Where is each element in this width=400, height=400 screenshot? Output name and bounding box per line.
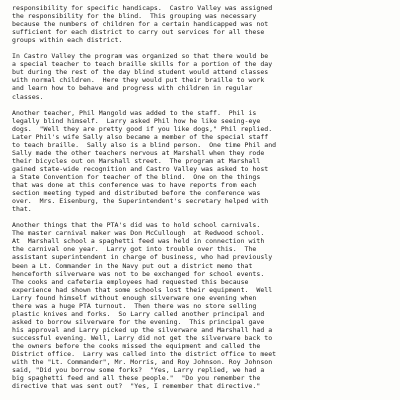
text-line: At Marshall school a spaghetti feed was held in connection with bbox=[12, 237, 265, 246]
paragraph bbox=[12, 109, 390, 214]
text-line: In Castro Valley the program was organized so that there would be bbox=[12, 52, 269, 61]
text-line: big spaghetti feed and all these people." "Do you remember the bbox=[12, 374, 261, 383]
text-line: that was done at this conference was to have reports from each bbox=[12, 181, 257, 190]
text-line: to teach braille. Sally also is a blind person. One time Phil and bbox=[12, 140, 277, 149]
text-line: said, "Did you borrow some forks? "Yes, Larry replied, we had a bbox=[12, 366, 265, 375]
text-line: legally blind himself. Larry asked Phil how he like seeing-eye bbox=[12, 116, 261, 125]
text-line: gained state-wide recognition and Castro Valley was asked to host bbox=[12, 164, 269, 173]
text-line: with normal children. Here they would put their braille to work bbox=[12, 76, 265, 85]
text-line: a State Convention for teacher of the blind. One on the things bbox=[12, 172, 261, 181]
text-line: Later Phil's wife Sally also became a member of the special staff bbox=[12, 132, 269, 141]
document-body bbox=[12, 4, 390, 398]
text-line: classes. bbox=[12, 92, 44, 101]
text-line: the owners before the cooks missed the equipment and called the bbox=[12, 341, 261, 350]
paragraph bbox=[12, 4, 390, 44]
text-line: henceforth silverware was not to be exchanged for school events. bbox=[12, 269, 265, 278]
text-line: and learn how to behave and progress with children in regular bbox=[12, 84, 253, 93]
paragraph bbox=[12, 221, 390, 390]
text-line: asked to borrow silverware for the evening. This principal gave bbox=[12, 317, 265, 326]
text-line: The cooks and cafeteria employees had requested this because bbox=[12, 277, 249, 286]
text-line: Larry found himself without enough silverware one evening when bbox=[12, 293, 257, 302]
text-line: plastic knives and forks. So Larry called another principal and bbox=[12, 309, 265, 318]
text-line: the responsibility for the blind. This grouping was necessary bbox=[12, 12, 257, 21]
text-line: with the "Lt. Commander", Mr. Morris, and Roy Johnson. Roy Johnson bbox=[12, 358, 273, 367]
text-line: a special teacher to teach braille skills for a portion of the day bbox=[12, 60, 273, 69]
text-line: The master carnival maker was Don McCullough at Redwood school. bbox=[12, 229, 265, 238]
text-line: successful evening. Well, Larry did not get the silverware back to bbox=[12, 333, 273, 342]
text-line: experience had shown that some schools lost their equipment. Well bbox=[12, 285, 273, 294]
text-line: because the numbers of children for a certain handicapped was not bbox=[12, 20, 269, 29]
text-line: assistant superintendent in charge of business, who had previously bbox=[12, 253, 273, 262]
text-line: their bicycles out on Marshall street. The program at Marshall bbox=[12, 156, 261, 165]
text-line: Sally made the other teachers nervous at Marshall when they rode bbox=[12, 148, 265, 157]
text-line: over. Mrs. Eisenburg, the Superintendent's secretary helped with bbox=[12, 197, 269, 206]
text-line: his approval and Larry picked up the silverware and Marshall had a bbox=[12, 325, 273, 334]
text-line: directive that was sent out? "Yes, I remember that directive." bbox=[12, 382, 261, 391]
text-line: that. bbox=[12, 205, 32, 214]
text-line: responsibility for specific handicaps. Castro Valley was assigned bbox=[12, 4, 273, 12]
text-line: groups within each district. bbox=[12, 36, 123, 45]
text-line: Another teacher, Phil Mangold was added to the staff. Phil is bbox=[12, 108, 257, 117]
text-line: there was a huge PTA turnout. Then there was no store selling bbox=[12, 301, 257, 310]
text-line: section meeting typed and distributed before the conference was bbox=[12, 189, 261, 198]
text-line: the carnival one year. Larry got into trouble over this. The bbox=[12, 245, 257, 254]
text-line: Another things that the PTA's did was to hold school carnivals. bbox=[12, 221, 261, 230]
text-line: sufficient for each district to carry out services for all these bbox=[12, 28, 265, 37]
text-line: dogs. "Well they are pretty good if you like dogs," Phil replied. bbox=[12, 124, 273, 133]
paragraph bbox=[12, 52, 390, 100]
text-line: District office. Larry was called into the district office to meet bbox=[12, 350, 277, 359]
text-line: but during the rest of the day blind student would attend classes bbox=[12, 68, 269, 77]
text-line: been a Lt. Commander in the Navy put out a district memo that bbox=[12, 261, 253, 270]
